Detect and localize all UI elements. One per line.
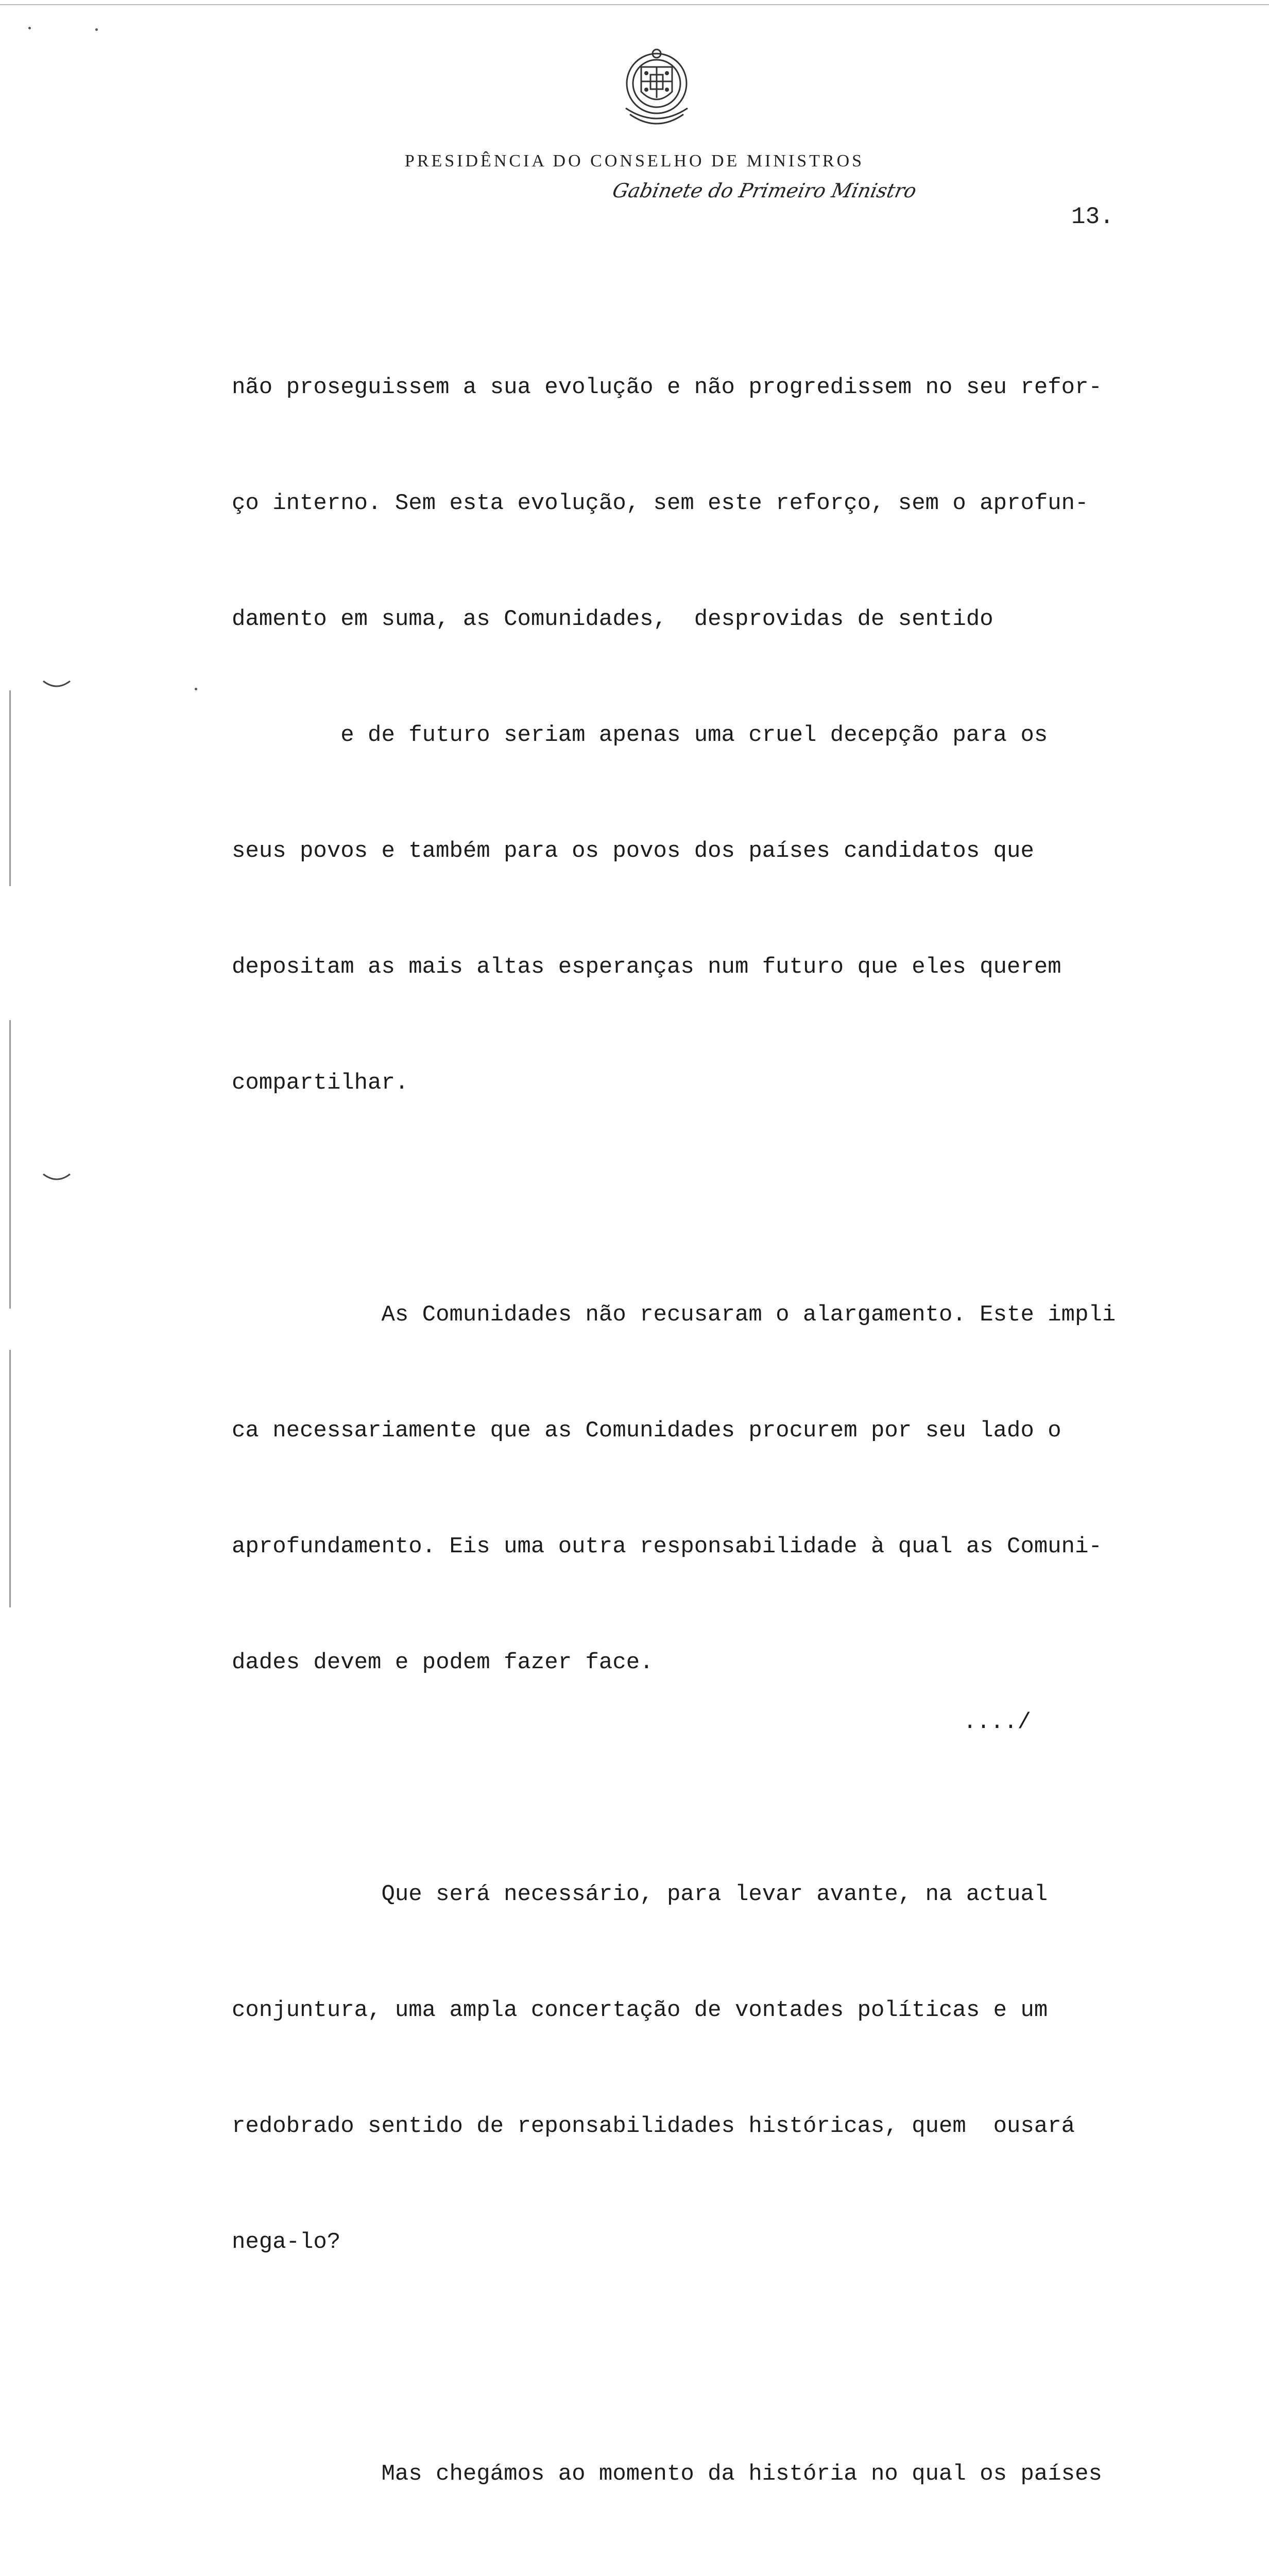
text-line: ca necessariamente que as Comunidades procurem por seu lado o [232, 1418, 1061, 1444]
paragraph [232, 291, 1231, 1180]
text-line: damento em suma, as Comunidades, desprovidas de sentido [232, 606, 993, 632]
scan-speck [28, 27, 31, 29]
coat-of-arms-icon [605, 46, 708, 134]
paragraph [232, 1798, 1231, 2339]
text-line: depositam as mais altas esperanças num futuro que eles querem [232, 954, 1061, 980]
text-line: Que será necessário, para levar avante, na actual [232, 1882, 1048, 1907]
body-text [232, 291, 1231, 2576]
paragraph [232, 1218, 1231, 1759]
text-line: nega-lo? [232, 2229, 341, 2255]
margin-fold-mark-icon [42, 1172, 71, 1183]
text-line: conjuntura, uma ampla concertação de vontades políticas e um [232, 1997, 1048, 2023]
text-line: redobrado sentido de reponsabilidades históricas, quem ousará [232, 2113, 1075, 2139]
text-line [232, 2571, 1231, 2576]
header-title: PRESIDÊNCIA DO CONSELHO DE MINISTROS [404, 151, 865, 171]
text-line: compartilhar. [232, 1070, 409, 1096]
text-line: e de futuro seriam apenas uma cruel decepção para os [232, 722, 1048, 748]
page-number: 13. [1071, 204, 1114, 230]
top-edge-rule [0, 4, 1269, 5]
scan-speck [195, 688, 197, 690]
left-edge-line [9, 690, 11, 886]
text-line: não proseguissem a sua evolução e não progredissem no seu refor- [232, 375, 1102, 400]
text-line: ço interno. Sem esta evolução, sem este reforço, sem o aprofun- [232, 490, 1089, 516]
continuation-mark: ..../ [963, 1709, 1032, 1735]
paragraph [232, 2378, 1231, 2576]
text-line: Mas chegámos ao momento da história no qual os países [232, 2461, 1102, 2487]
left-edge-line [9, 1350, 11, 1607]
text-line: As Comunidades não recusaram o alargamento. Este impli [232, 1302, 1116, 1328]
text-line: aprofundamento. Eis uma outra responsabilidade à qual as Comuni- [232, 1534, 1102, 1560]
margin-fold-mark-icon [42, 679, 71, 690]
left-edge-line [9, 1020, 11, 1309]
text-line: dades devem e podem fazer face. [232, 1650, 654, 1675]
scan-speck [95, 28, 98, 31]
text-line: seus povos e também para os povos dos países candidatos que [232, 838, 1034, 864]
header-subtitle: Gabinete do Primeiro Ministro [610, 179, 919, 202]
